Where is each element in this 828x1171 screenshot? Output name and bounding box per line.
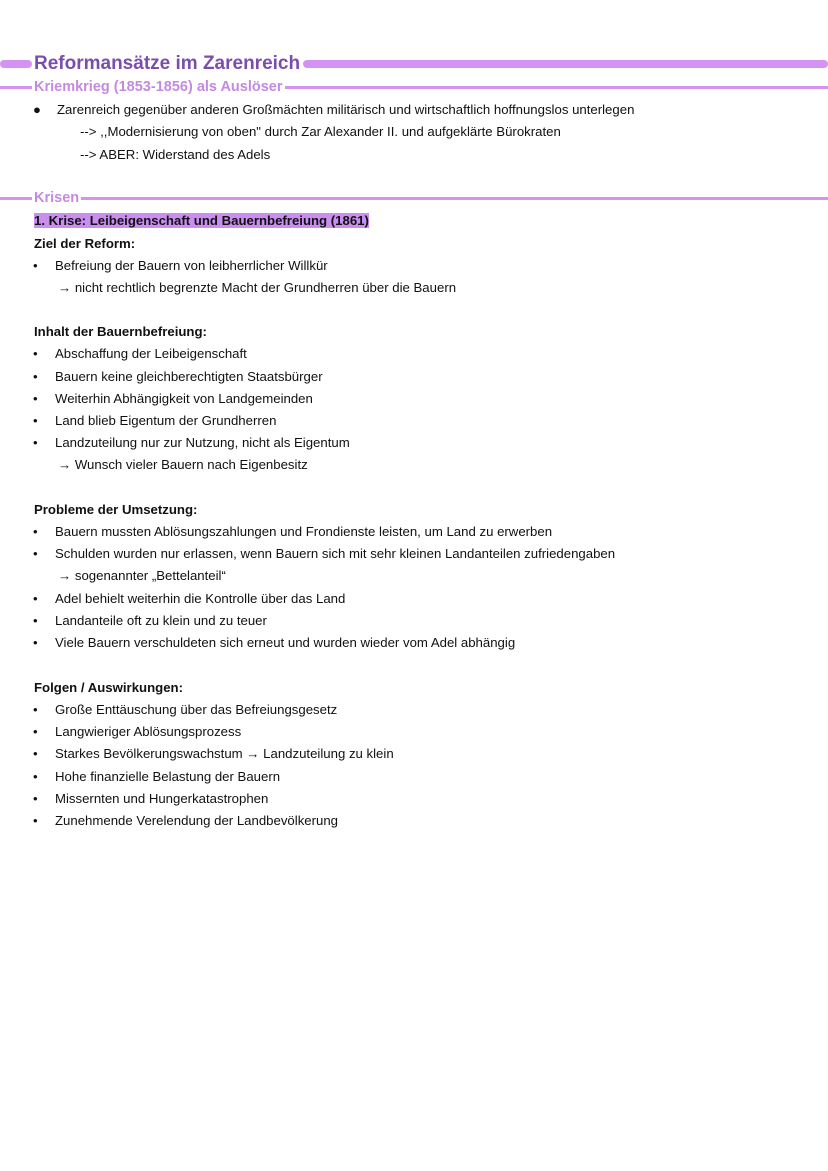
list-item: --> ABER: Widerstand des Adels [80, 147, 271, 162]
list-item: Landanteile oft zu klein und zu teuer [55, 613, 267, 628]
section-heading: Kriemkrieg (1853-1856) als Auslöser [34, 79, 283, 95]
bullet-dot: • [33, 524, 38, 539]
subsection-heading: Inhalt der Bauernbefreiung: [34, 324, 207, 339]
page-title: Reformansätze im Zarenreich [34, 53, 301, 74]
list-item: Adel behielt weiterhin die Kontrolle über das Land [55, 591, 346, 606]
bullet-dot: • [33, 724, 38, 739]
title-row [0, 52, 828, 76]
list-item-arrow: → nicht rechtlich begrenzte Macht der Grundherren über die Bauern [58, 280, 457, 295]
list-item: Landzuteilung nur zur Nutzung, nicht als Eigentum [55, 435, 350, 450]
list-item: Große Enttäuschung über das Befreiungsgesetz [55, 702, 338, 717]
bullet-dot: • [33, 746, 38, 761]
list-item: Starkes Bevölkerungswachstum → Landzuteilung zu klein [55, 746, 394, 761]
bullet-dot: • [33, 613, 38, 628]
list-item: Zarenreich gegenüber anderen Großmächten militärisch und wirtschaftlich hoffnungslos unterlegen [57, 102, 635, 117]
subsection-heading: Probleme der Umsetzung: [34, 502, 198, 517]
subsection-heading: Folgen / Auswirkungen: [34, 680, 183, 695]
decor-line [285, 86, 828, 89]
list-item: Abschaffung der Leibeigenschaft [55, 346, 247, 361]
subsection-heading: Ziel der Reform: [34, 236, 136, 251]
bullet-dot: • [33, 258, 38, 273]
bullet-dot: • [33, 635, 38, 650]
decor-line [0, 86, 32, 89]
bullet-dot: • [33, 813, 38, 828]
bullet-dot: • [33, 546, 38, 561]
crisis-title: 1. Krise: Leibeigenschaft und Bauernbefreiung (1861) [34, 213, 369, 228]
list-item: Bauern mussten Ablösungszahlungen und Frondienste leisten, um Land zu erwerben [55, 524, 553, 539]
bullet-dot: • [33, 791, 38, 806]
bullet-dot: • [33, 591, 38, 606]
decor-line [303, 60, 828, 68]
decor-line [0, 197, 32, 200]
decor-line [0, 60, 32, 68]
list-item: Zunehmende Verelendung der Landbevölkerung [55, 813, 339, 828]
bullet-dot: • [33, 702, 38, 717]
list-item: Bauern keine gleichberechtigten Staatsbürger [55, 369, 323, 384]
list-item-arrow: → Wunsch vieler Bauern nach Eigenbesitz [58, 457, 308, 472]
bullet-dot: ● [33, 102, 41, 117]
decor-line [81, 197, 828, 200]
bullet-dot: • [33, 769, 38, 784]
list-item: Hohe finanzielle Belastung der Bauern [55, 769, 281, 784]
bullet-dot: • [33, 391, 38, 406]
section-heading-row [0, 188, 828, 208]
bullet-dot: • [33, 435, 38, 450]
list-item: Missernten und Hungerkatastrophen [55, 791, 269, 806]
list-item: Viele Bauern verschuldeten sich erneut und wurden wieder vom Adel abhängig [55, 635, 516, 650]
list-item: Land blieb Eigentum der Grundherren [55, 413, 277, 428]
section-heading-row [0, 77, 828, 97]
bullet-dot: • [33, 369, 38, 384]
list-item: Schulden wurden nur erlassen, wenn Bauern sich mit sehr kleinen Landanteilen zufriedengaben [55, 546, 616, 561]
bullet-dot: • [33, 346, 38, 361]
list-item-arrow: → sogenannter „Bettelanteil“ [58, 568, 226, 583]
list-item: Langwieriger Ablösungsprozess [55, 724, 242, 739]
bullet-dot: • [33, 413, 38, 428]
section-heading: Krisen [34, 190, 80, 206]
list-item: --> ,,Modernisierung von oben" durch Zar Alexander II. und aufgeklärte Bürokraten [80, 124, 561, 139]
list-item: Weiterhin Abhängigkeit von Landgemeinden [55, 391, 313, 406]
list-item: Befreiung der Bauern von leibherrlicher Willkür [55, 258, 328, 273]
